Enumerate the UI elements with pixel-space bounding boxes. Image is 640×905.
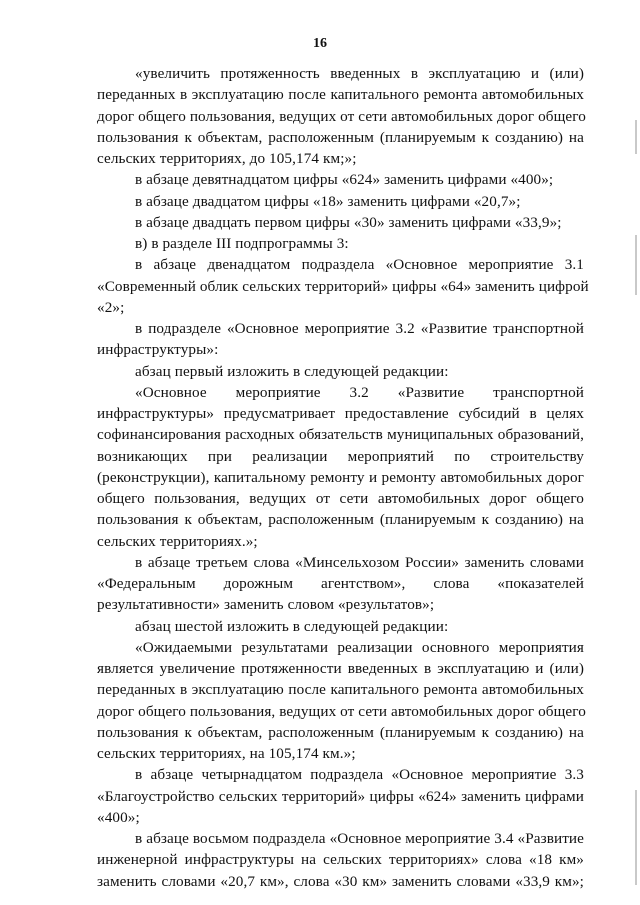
text-line: инженерной инфраструктуры на сельских территориях» слова «18 км» [97,851,584,869]
text-line: абзац первый изложить в следующей редакции: [135,362,449,380]
scan-edge-mark [635,120,637,154]
text-line: (реконструкции), капитальному ремонту и ремонту автомобильных дорог [97,468,584,486]
text-line: «Современный облик сельских территорий» цифры «64» заменить цифрой [97,277,589,295]
text-line: дорог общего пользования, ведущих от сети автомобильных дорог общего [97,107,586,125]
text-line: пользования к объектам, расположенным (планируемым к созданию) на [97,723,584,741]
text-line: инфраструктуры»: [97,341,219,359]
text-line: в абзаце двадцатом цифры «18» заменить цифрами «20,7»; [135,192,521,210]
text-line: результативности» заменить словом «результатов»; [97,596,435,614]
text-line: заменить словами «20,7 км», слова «30 км» заменить словами «33,9 км»; [97,872,584,890]
text-line: возникающих при реализации мероприятий по строительству [97,447,584,465]
text-line: переданных в эксплуатацию после капитального ремонта автомобильных [97,681,584,699]
text-line: «увеличить протяженность введенных в эксплуатацию и (или) [135,65,584,82]
text-line: «400»; [97,808,140,826]
text-line: в абзаце четырнадцатом подраздела «Основное мероприятие 3.3 [135,766,584,784]
text-line: сельских территориях, на 105,174 км.»; [97,745,356,762]
scan-edge-mark [635,790,637,885]
text-line: инфраструктуры» предусматривает предоставление субсидий в целях [97,405,584,422]
text-line: абзац шестой изложить в следующей редакции: [135,617,449,635]
scan-edge-mark [635,235,637,295]
text-line: общего пользования, ведущих от сети автомобильных дорог общего [97,490,584,507]
text-line: «Благоустройство сельских территорий» цифры «624» заменить цифрами [97,787,584,805]
text-line: сельских территориях, до 105,174 км;»; [97,150,357,167]
text-line: в абзаце двадцать первом цифры «30» заменить цифрами «33,9»; [135,213,562,231]
text-line: в абзаце восьмом подраздела «Основное мероприятие 3.4 «Развитие [135,830,584,847]
text-line: в подразделе «Основное мероприятие 3.2 «Развитие транспортной [135,320,584,337]
text-line: софинансирования расходных обязательств муниципальных образований, [97,426,584,444]
text-line: в абзаце третьем слова «Минсельхозом России» заменить словами [135,553,584,571]
text-line: является увеличение протяженности введенных в эксплуатацию и (или) [97,660,584,677]
text-line: «2»; [97,298,125,316]
text-line: переданных в эксплуатацию после капитального ремонта автомобильных [97,86,584,104]
page-number: 16 [313,36,327,51]
text-line: в абзаце девятнадцатом цифры «624» заменить цифрами «400»; [135,171,554,189]
text-line: «Ожидаемыми результатами реализации основного мероприятия [135,638,584,656]
text-line: пользования к объектам, расположенным (планируемым к созданию) на [97,511,584,529]
text-line: «Основное мероприятие 3.2 «Развитие транспортной [135,383,584,401]
text-line: в абзаце двенадцатом подраздела «Основное мероприятие 3.1 [135,256,584,274]
document-body [97,63,589,892]
text-line: «Федеральным дорожным агентством», слова «показателей [97,575,584,592]
text-line: дорог общего пользования, ведущих от сети автомобильных дорог общего [97,702,586,720]
text-line: пользования к объектам, расположенным (планируемым к созданию) на [97,128,584,146]
text-line: сельских территориях.»; [97,532,258,550]
text-line: в) в разделе III подпрограммы 3: [135,235,349,252]
